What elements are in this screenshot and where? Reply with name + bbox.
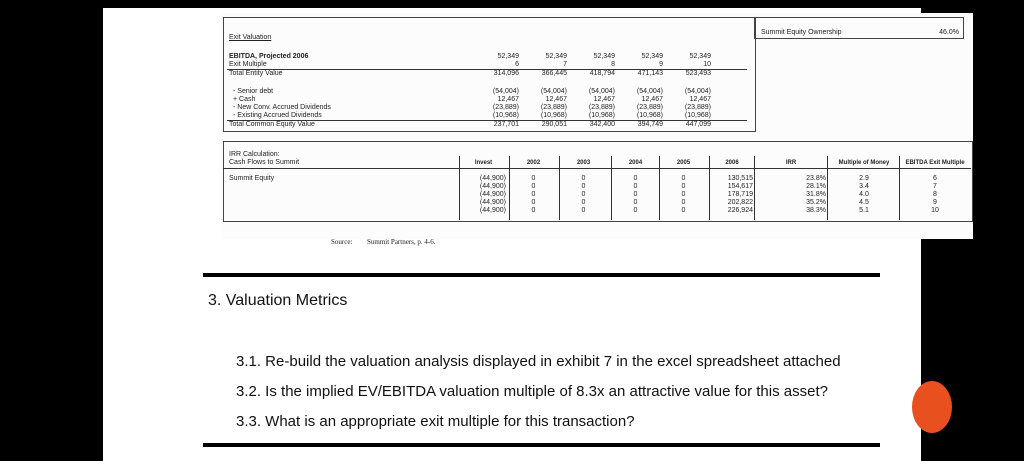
multiples-cell: 8	[611, 61, 615, 68]
common-cell: 394,749	[637, 121, 663, 128]
adjustment-cell: (10,968)	[588, 112, 615, 119]
bottom-divider	[203, 443, 880, 447]
irr-column-rule	[754, 156, 755, 220]
ebitda-cell: 52,349	[497, 53, 519, 60]
adj-label-3: - Existing Accrued Dividends	[233, 112, 322, 119]
irr-cell: (44,900)	[479, 175, 506, 182]
irr-cell: 6	[933, 175, 937, 182]
irr-column-rule	[509, 156, 510, 220]
adjustment-cell: (10,968)	[684, 112, 711, 119]
irr-cell: 38.3%	[806, 207, 826, 214]
adjustment-cell: (23,889)	[636, 104, 663, 111]
irr-column-rule	[611, 156, 612, 220]
irr-cell: 8	[933, 191, 937, 198]
ebitda-cell: 52,349	[593, 53, 615, 60]
irr-cell: 0	[633, 207, 638, 214]
irr-header-cell: Invest	[474, 160, 493, 166]
top-divider	[203, 273, 880, 277]
exit-valuation-title: Exit Valuation	[229, 34, 272, 41]
multiples-cell: 10	[703, 61, 711, 68]
irr-cell: (44,900)	[479, 183, 506, 190]
document-page	[103, 8, 965, 461]
adjustment-cell: (23,889)	[588, 104, 615, 111]
adjustment-cell: (23,889)	[684, 104, 711, 111]
irr-header-cell: EBITDA Exit Multiple	[905, 160, 965, 166]
irr-header-cell: Multiple of Money	[838, 160, 890, 166]
irr-cell: 0	[581, 183, 586, 190]
irr-cell: (44,900)	[479, 199, 506, 206]
irr-cell: (44,900)	[479, 207, 506, 214]
irr-cell: 0	[581, 199, 586, 206]
irr-cell: 23.8%	[806, 175, 826, 182]
source-label: Source:	[331, 238, 353, 246]
irr-cell: 202,822	[727, 199, 753, 206]
tev-cell: 471,143	[637, 70, 663, 77]
tev-cell: 314,096	[493, 70, 519, 77]
adjustment-cell: (54,004)	[684, 88, 711, 95]
irr-header-rule	[223, 168, 971, 169]
adjustment-cell: 12,467	[641, 96, 663, 103]
adjustment-cell: (54,004)	[636, 88, 663, 95]
question-1: 3.1. Re-build the valuation analysis displayed in exhibit 7 in the excel spreadsheet attached	[236, 353, 841, 370]
irr-cell: 31.8%	[806, 191, 826, 198]
irr-cell: 226,924	[727, 207, 753, 214]
irr-cell: 5.1	[859, 207, 869, 214]
irr-header-cell: IRR	[785, 160, 797, 166]
adj-label-0: - Senior debt	[233, 88, 274, 95]
section-heading: 3. Valuation Metrics	[208, 292, 348, 309]
irr-cell: 130,515	[727, 175, 753, 182]
irr-cell: 0	[681, 191, 686, 198]
adjustment-cell: (10,968)	[540, 112, 567, 119]
adjustment-cell: (23,889)	[492, 104, 519, 111]
adjustment-cell: 12,467	[689, 96, 711, 103]
adjustment-cell: 12,467	[545, 96, 567, 103]
irr-cell: 0	[633, 183, 638, 190]
adjustment-cell: (23,889)	[540, 104, 567, 111]
irr-cell: 10	[931, 207, 939, 214]
common-cell: 447,099	[685, 121, 711, 128]
irr-cell: 4.0	[859, 191, 869, 198]
irr-cell: 3.4	[859, 183, 869, 190]
irr-header-cell: 2006	[725, 160, 739, 166]
tev-cell: 366,445	[541, 70, 567, 77]
summit-equity-label: Summit Equity	[229, 175, 275, 182]
irr-cell: 0	[633, 199, 638, 206]
irr-header-cell: 2002	[526, 160, 541, 166]
adjustment-cell: 12,467	[593, 96, 615, 103]
irr-column-rule	[709, 156, 710, 220]
common-cell: 342,400	[589, 121, 615, 128]
tev-cell: 418,794	[589, 70, 615, 77]
irr-title: IRR Calculation:	[229, 151, 280, 158]
irr-cell: 0	[581, 191, 586, 198]
irr-cell: 0	[633, 175, 638, 182]
irr-header-cell: 2004	[628, 160, 643, 166]
irr-cell: 2.9	[859, 175, 869, 182]
question-2: 3.2. Is the implied EV/EBITDA valuation multiple of 8.3x an attractive value for this asset?	[236, 383, 828, 400]
irr-cell: 0	[531, 191, 536, 198]
irr-cell: 0	[531, 207, 536, 214]
irr-cell: 9	[933, 199, 937, 206]
irr-cell: 0	[681, 183, 686, 190]
common-cell: 290,051	[541, 121, 567, 128]
irr-cell: 0	[531, 183, 536, 190]
irr-cell: 35.2%	[806, 199, 826, 206]
irr-cell: 0	[633, 191, 638, 198]
irr-column-rule	[659, 156, 660, 220]
common-cell: 237,701	[493, 121, 519, 128]
irr-cell: 28.1%	[806, 183, 826, 190]
irr-cell: 0	[681, 207, 686, 214]
adjustment-cell: 12,467	[497, 96, 519, 103]
multiples-cell: 6	[515, 61, 519, 68]
adjustment-cell: (54,004)	[492, 88, 519, 95]
cashflow-label: Cash Flows to Summit	[229, 159, 300, 166]
irr-cell: 4.5	[859, 199, 869, 206]
adj-label-1: + Cash	[233, 96, 256, 103]
ownership-value: 46.0%	[939, 29, 959, 36]
exhibit-scan	[221, 13, 973, 246]
question-3: 3.3. What is an appropriate exit multiple for this transaction?	[236, 413, 635, 430]
irr-cell: 0	[681, 199, 686, 206]
adj-label-2: - New Conv. Accrued Dividends	[233, 104, 331, 111]
irr-cell: 0	[581, 175, 586, 182]
adjustment-cell: (10,968)	[492, 112, 519, 119]
irr-cell: 0	[531, 175, 536, 182]
ebitda-cell: 52,349	[545, 53, 567, 60]
ebitda-cell: 52,349	[689, 53, 711, 60]
irr-cell: 0	[581, 207, 586, 214]
multiple-label: Exit Multiple	[229, 61, 267, 68]
irr-header-cell: 2003	[576, 160, 591, 166]
adjustment-cell: (54,004)	[588, 88, 615, 95]
ownership-label: Summit Equity Ownership	[761, 29, 842, 36]
common-top-rule	[227, 120, 747, 121]
irr-column-rule	[827, 156, 828, 220]
adjustment-cell: (54,004)	[540, 88, 567, 95]
irr-column-rule	[899, 156, 900, 220]
common-label: Total Common Equity Value	[229, 121, 315, 128]
ebitda-cell: 52,349	[641, 53, 663, 60]
irr-cell: (44,900)	[479, 191, 506, 198]
irr-cell: 0	[681, 175, 686, 182]
irr-header-cell: 2005	[676, 160, 691, 166]
irr-cell: 178,719	[727, 191, 753, 198]
ebitda-label: EBITDA, Projected 2006	[229, 53, 309, 60]
orange-indicator	[912, 381, 952, 433]
irr-column-rule	[559, 156, 560, 220]
irr-cell: 0	[531, 199, 536, 206]
irr-column-rule	[459, 156, 460, 220]
multiples-cell: 7	[563, 61, 567, 68]
source-text: Summit Partners, p. 4-6.	[367, 238, 436, 246]
irr-cell: 7	[933, 183, 937, 190]
adjustment-cell: (10,968)	[636, 112, 663, 119]
tev-label: Total Entity Value	[229, 70, 283, 77]
multiples-cell: 9	[659, 61, 663, 68]
tev-cell: 523,493	[685, 70, 711, 77]
irr-cell: 154,617	[727, 183, 753, 190]
